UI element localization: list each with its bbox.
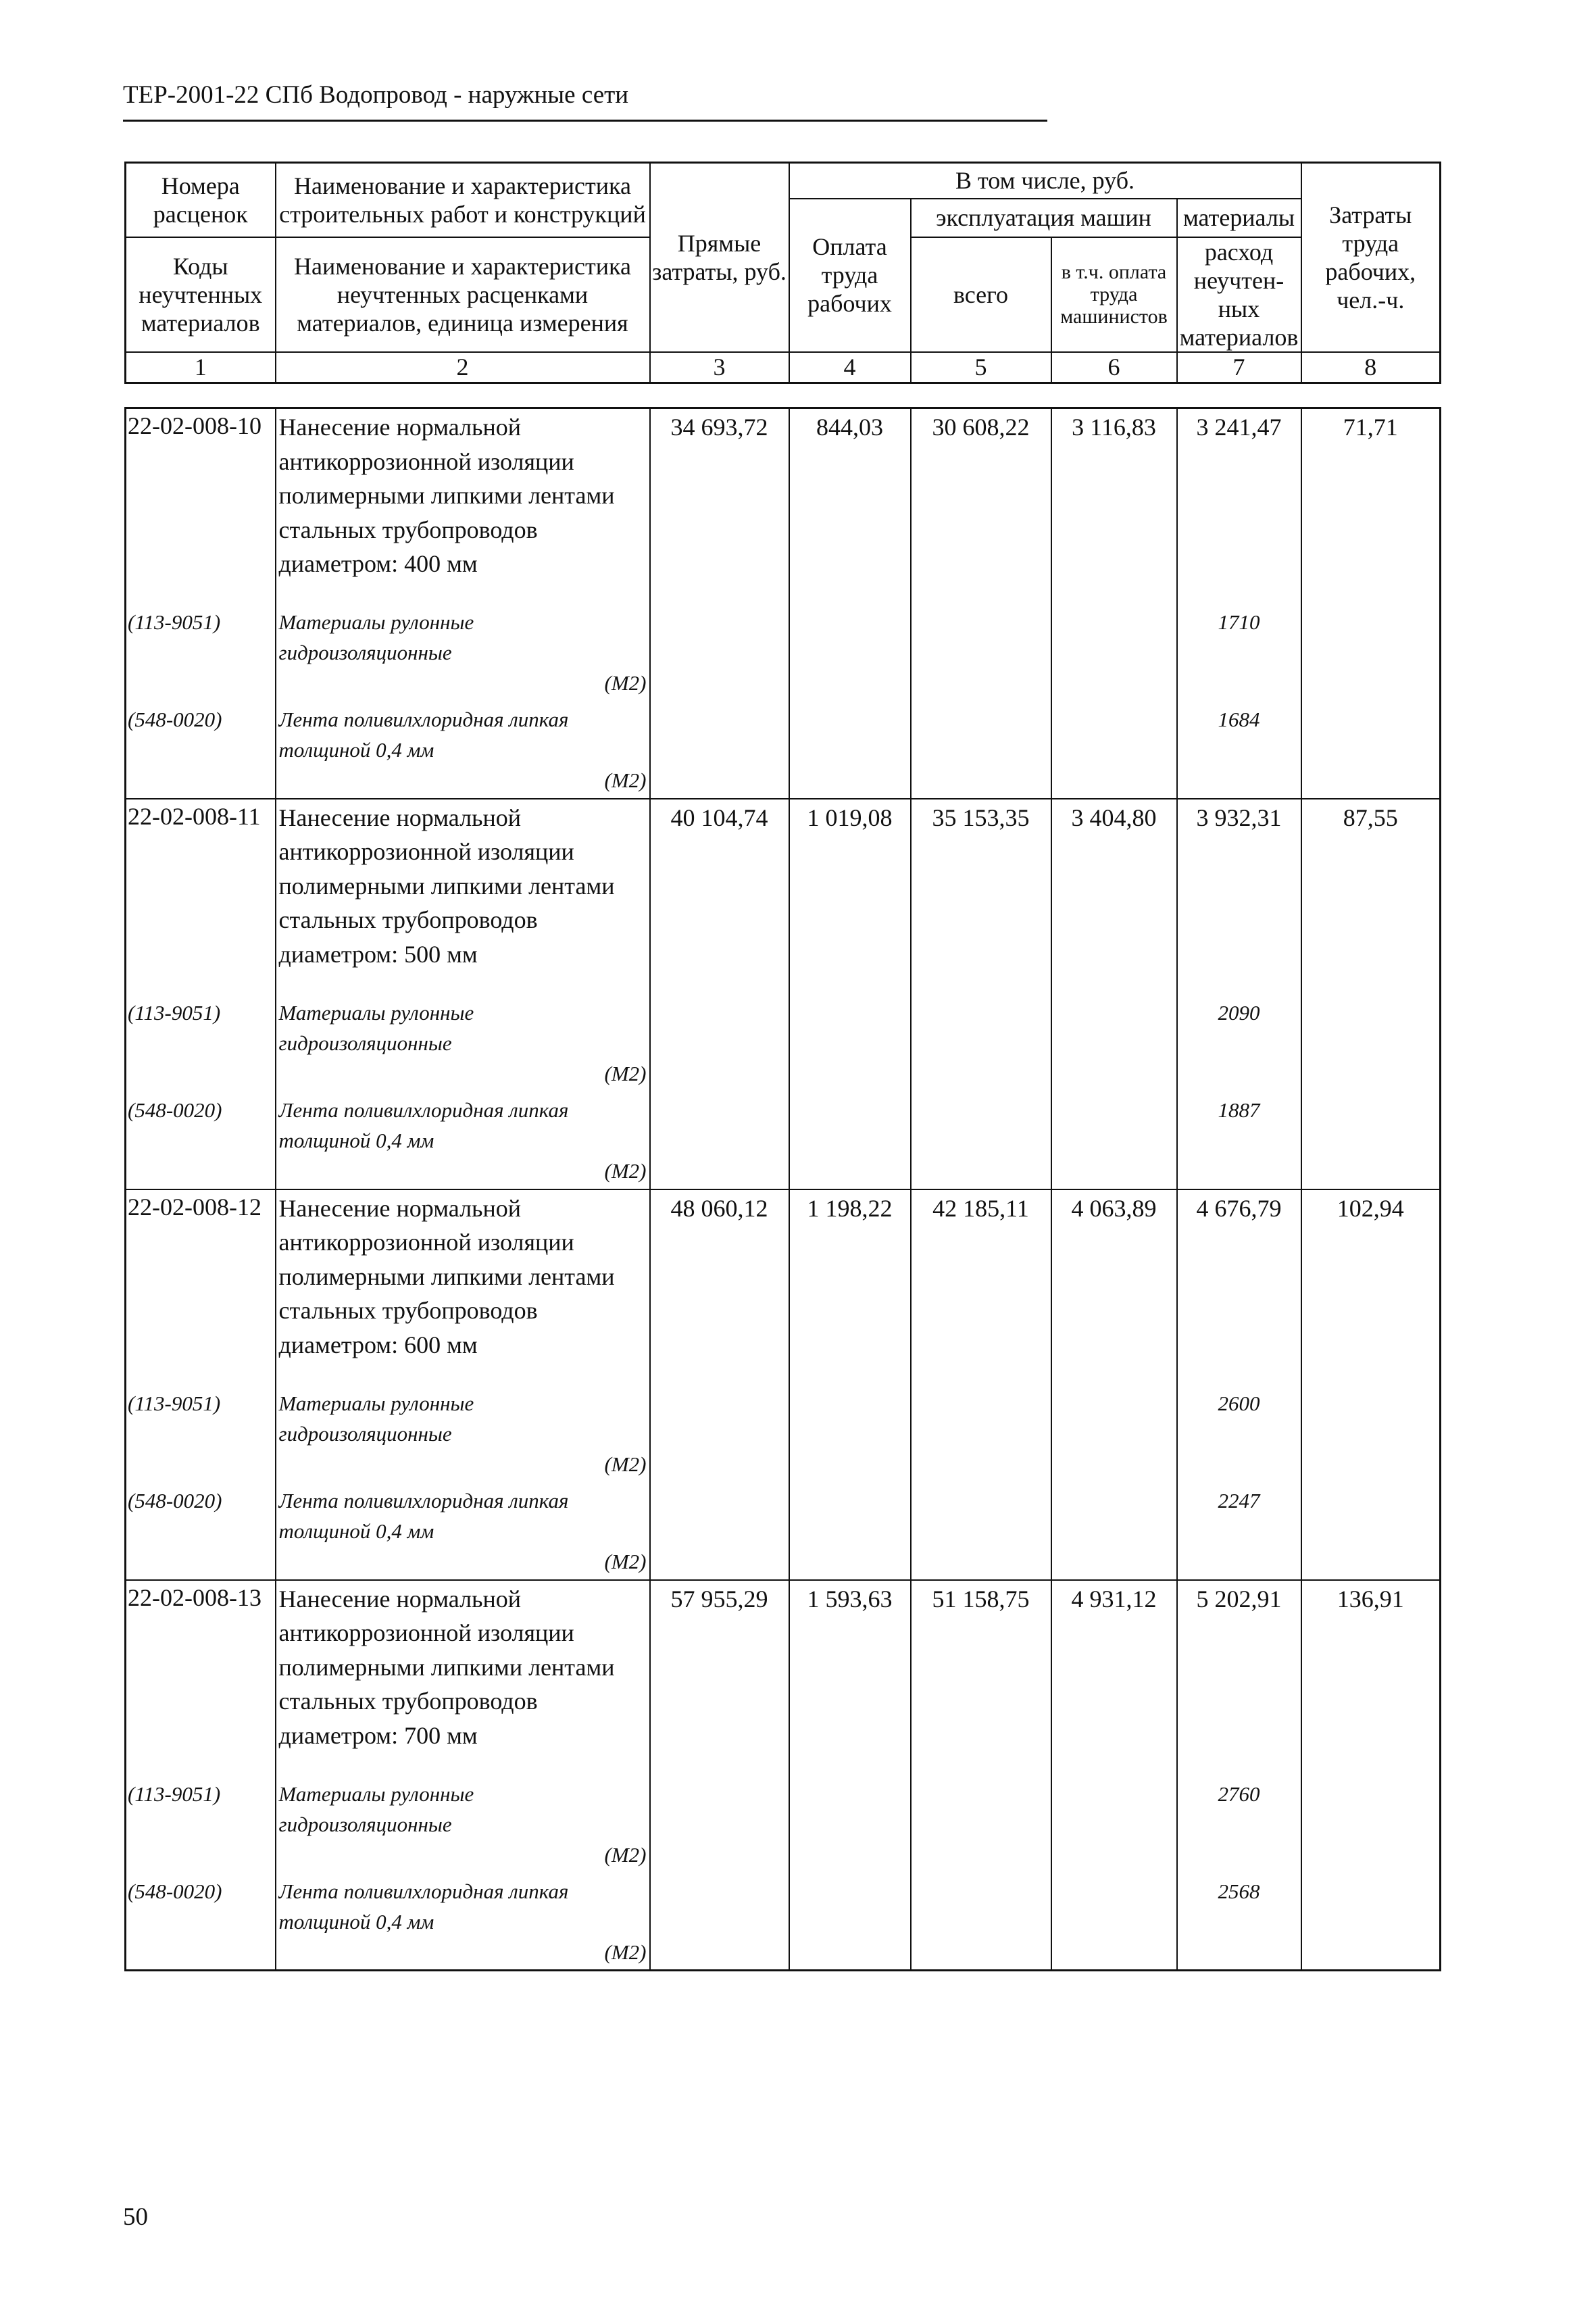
header-colnum: 3 <box>650 352 789 383</box>
labor-pay: 844,03 <box>789 408 911 607</box>
material-row <box>126 1485 1441 1580</box>
direct-costs: 34 693,72 <box>650 408 789 607</box>
material-qty: 1887 <box>1177 1095 1301 1189</box>
machinist-pay: 3 116,83 <box>1051 408 1177 607</box>
labor-hours: 136,91 <box>1301 1580 1441 1779</box>
machinist-pay: 3 404,80 <box>1051 799 1177 998</box>
header-machinist-pay: в т.ч. оплата труда машинистов <box>1051 237 1177 352</box>
labor-hours: 87,55 <box>1301 799 1441 998</box>
rate-code: 22-02-008-10 <box>126 408 276 607</box>
header-colnum: 4 <box>789 352 911 383</box>
header-materials-unaccounted: расход неучтен-ных материалов <box>1177 237 1301 352</box>
material-name: Лента поливилхлоридная липкая толщиной 0,4 мм (М2) <box>276 1485 650 1580</box>
header-material-names: Наименование и характеристика неучтенных расценками материалов, единица измерения <box>276 237 650 352</box>
work-name: Нанесение нормальной антикоррозионной изоляции полимерными липкими лентами стальных трубопроводов диаметром: 400 мм <box>276 408 650 607</box>
material-row <box>126 704 1441 799</box>
material-qty: 1684 <box>1177 704 1301 799</box>
material-unit: (М2) <box>604 1842 647 1867</box>
materials-cost: 5 202,91 <box>1177 1580 1301 1779</box>
work-name: Нанесение нормальной антикоррозионной изоляции полимерными липкими лентами стальных трубопроводов диаметром: 700 мм <box>276 1580 650 1779</box>
header-machine-total: всего <box>911 237 1051 352</box>
machines-total: 35 153,35 <box>911 799 1051 998</box>
material-unit: (М2) <box>604 1158 647 1183</box>
header-rate-numbers: Номера расценок <box>126 163 276 237</box>
material-name: Лента поливилхлоридная липкая толщиной 0,4 мм (М2) <box>276 1095 650 1189</box>
material-qty: 1710 <box>1177 607 1301 704</box>
rate-code: 22-02-008-11 <box>126 799 276 998</box>
material-code: (113-9051) <box>126 1779 276 1876</box>
labor-hours: 102,94 <box>1301 1189 1441 1388</box>
work-name: Нанесение нормальной антикоррозионной изоляции полимерными липкими лентами стальных трубопроводов диаметром: 600 мм <box>276 1189 650 1388</box>
material-qty: 2760 <box>1177 1779 1301 1876</box>
material-unit: (М2) <box>604 1061 647 1085</box>
header-colnum: 2 <box>276 352 650 383</box>
materials-cost: 3 932,31 <box>1177 799 1301 998</box>
material-row <box>126 1388 1441 1485</box>
material-unit: (М2) <box>604 1452 647 1476</box>
material-qty: 2568 <box>1177 1876 1301 1971</box>
page-number: 50 <box>123 2203 148 2231</box>
header-colnum: 1 <box>126 352 276 383</box>
page-header: ТЕР-2001-22 СПб Водопровод - наружные сети <box>123 81 629 109</box>
material-row <box>126 607 1441 704</box>
labor-hours: 71,71 <box>1301 408 1441 607</box>
header-labor-hours: Затраты труда рабочих, чел.-ч. <box>1301 163 1441 352</box>
direct-costs: 40 104,74 <box>650 799 789 998</box>
table-row <box>126 1580 1441 1779</box>
machines-total: 42 185,11 <box>911 1189 1051 1388</box>
header-material-codes: Коды неучтенных материалов <box>126 237 276 352</box>
header-work-name: Наименование и характеристика строительных работ и конструкций <box>276 163 650 237</box>
material-name: Материалы рулонные гидроизоляционные (М2) <box>276 998 650 1095</box>
materials-cost: 3 241,47 <box>1177 408 1301 607</box>
material-unit: (М2) <box>604 768 647 792</box>
material-code: (113-9051) <box>126 607 276 704</box>
materials-cost: 4 676,79 <box>1177 1189 1301 1388</box>
table-row <box>126 799 1441 998</box>
labor-pay: 1 593,63 <box>789 1580 911 1779</box>
rates-table <box>124 407 1441 1971</box>
table-header <box>124 162 1441 384</box>
material-qty: 2247 <box>1177 1485 1301 1580</box>
material-code: (113-9051) <box>126 998 276 1095</box>
material-code: (548-0020) <box>126 704 276 799</box>
material-code: (113-9051) <box>126 1388 276 1485</box>
header-materials: материалы <box>1177 199 1301 237</box>
machinist-pay: 4 931,12 <box>1051 1580 1177 1779</box>
material-qty: 2600 <box>1177 1388 1301 1485</box>
material-unit: (М2) <box>604 1549 647 1573</box>
material-code: (548-0020) <box>126 1876 276 1971</box>
header-colnum: 7 <box>1177 352 1301 383</box>
table-row <box>126 1189 1441 1388</box>
machinist-pay: 4 063,89 <box>1051 1189 1177 1388</box>
header-machine-operation: эксплуатация машин <box>911 199 1177 237</box>
material-name: Лента поливилхлоридная липкая толщиной 0,4 мм (М2) <box>276 1876 650 1971</box>
material-row <box>126 1779 1441 1876</box>
labor-pay: 1 198,22 <box>789 1189 911 1388</box>
header-colnum: 5 <box>911 352 1051 383</box>
header-colnum: 8 <box>1301 352 1441 383</box>
material-row <box>126 1876 1441 1971</box>
material-name: Материалы рулонные гидроизоляционные (М2) <box>276 1779 650 1876</box>
rate-code: 22-02-008-13 <box>126 1580 276 1779</box>
machines-total: 51 158,75 <box>911 1580 1051 1779</box>
rate-code: 22-02-008-12 <box>126 1189 276 1388</box>
direct-costs: 48 060,12 <box>650 1189 789 1388</box>
machines-total: 30 608,22 <box>911 408 1051 607</box>
work-name: Нанесение нормальной антикоррозионной изоляции полимерными липкими лентами стальных трубопроводов диаметром: 500 мм <box>276 799 650 998</box>
material-qty: 2090 <box>1177 998 1301 1095</box>
material-name: Материалы рулонные гидроизоляционные (М2) <box>276 607 650 704</box>
material-unit: (М2) <box>604 670 647 695</box>
material-code: (548-0020) <box>126 1095 276 1189</box>
material-row <box>126 998 1441 1095</box>
material-name: Материалы рулонные гидроизоляционные (М2) <box>276 1388 650 1485</box>
header-rule <box>123 120 1047 122</box>
header-direct-costs: Прямые затраты, руб. <box>650 163 789 352</box>
material-unit: (М2) <box>604 1940 647 1964</box>
labor-pay: 1 019,08 <box>789 799 911 998</box>
table-row <box>126 408 1441 607</box>
material-row <box>126 1095 1441 1189</box>
header-colnum: 6 <box>1051 352 1177 383</box>
header-including: В том числе, руб. <box>789 163 1301 199</box>
header-labor-pay: Оплата труда рабочих <box>789 199 911 352</box>
material-code: (548-0020) <box>126 1485 276 1580</box>
material-name: Лента поливилхлоридная липкая толщиной 0,4 мм (М2) <box>276 704 650 799</box>
direct-costs: 57 955,29 <box>650 1580 789 1779</box>
